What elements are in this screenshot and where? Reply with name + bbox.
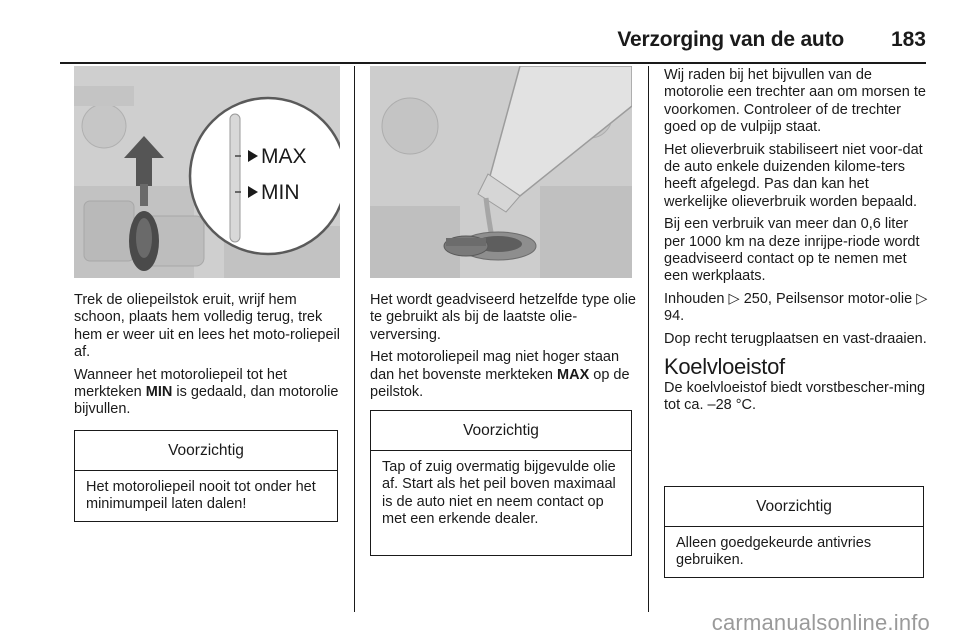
caution-box	[664, 486, 924, 578]
caution-text: Tap of zuig overmatig bijgevulde olie af. Start als het peil boven maximaal is de auto niet en neem contact op met een erkende dealer.	[382, 459, 616, 528]
min-marker-label: MIN	[261, 181, 300, 204]
text-run: op de peilstok.	[370, 366, 630, 401]
paragraph: Trek de oliepeilstok eruit, wrijf hem schoon, plaats hem volledig terug, trek hem er weer uit en lees het moto‐roliepeil af.	[74, 292, 340, 361]
caution-box	[74, 430, 338, 522]
caution-box	[370, 410, 632, 556]
max-mark-term: MAX	[557, 366, 590, 383]
paragraph	[370, 349, 636, 401]
header-title: Verzorging van de auto	[617, 28, 844, 51]
text-run: , Peilsensor motor‐olie	[767, 290, 917, 307]
caution-title: Voorzichtig	[75, 431, 337, 471]
oil-filling-illustration	[370, 66, 632, 278]
page-header	[60, 22, 926, 62]
caution-title: Voorzichtig	[665, 487, 923, 527]
watermark: carmanualsonline.info	[711, 610, 930, 635]
column-divider-2	[648, 66, 649, 612]
header-rule	[60, 62, 926, 64]
paragraph	[74, 367, 344, 419]
text-run: Inhouden	[664, 290, 729, 307]
caution-text: Het motoroliepeil nooit tot onder het minimumpeil laten dalen!	[86, 479, 316, 513]
column-2-text	[370, 292, 636, 406]
column-1-text	[74, 292, 344, 424]
dipstick-illustration	[74, 66, 340, 278]
min-mark-term: MIN	[145, 384, 173, 401]
max-marker-label: MAX	[261, 145, 307, 168]
paragraph: Wij raden bij het bijvullen van de motorolie een trechter aan om morsen te voorkomen. Controleer of de trechter goed op de vulpijp staat.	[664, 67, 926, 136]
paragraph: Dop recht terugplaatsen en vast‐draaien.	[664, 330, 927, 347]
page-ref-arrow-icon: ▷	[916, 290, 928, 307]
page-ref-arrow-icon: ▷	[728, 290, 740, 307]
paragraph: De koelvloeistof biedt vorstbescher‐ming tot ca. –28 °C.	[664, 379, 926, 413]
page-ref-link[interactable]: 250	[743, 290, 768, 307]
text-run: Wanneer het motoroliepeil tot het merkteken	[74, 366, 288, 401]
text-run: is gedaald, dan motorolie bijvullen.	[74, 384, 339, 418]
paragraph	[664, 291, 928, 326]
paragraph: Het wordt geadviseerd hetzelfde type olie te gebruikt als bij de laatste olie‐verversing.	[370, 292, 636, 343]
caution-text: Alleen goedgekeurde antivries gebruiken.	[676, 535, 872, 569]
text-run: .	[680, 308, 685, 325]
page-number: 183	[890, 28, 926, 51]
column-3-text	[664, 67, 928, 419]
paragraph: Het olieverbruik stabiliseert niet voor‐dat de auto enkele duizenden kilome‐ters heeft afgelegd. Pas dan kan het werkelijke olieverbruik worden bepaald.	[664, 141, 923, 210]
text-run: Het motoroliepeil mag niet hoger staan dan het bovenste merkteken	[370, 349, 620, 383]
paragraph: Bij een verbruik van meer dan 0,6 liter per 1000 km na deze inrijpe‐riode wordt geadviseerd contact op te nemen met een werkplaats.	[664, 216, 920, 285]
section-heading: Koelvloeistof	[664, 354, 785, 380]
caution-title: Voorzichtig	[371, 411, 631, 451]
column-divider-1	[354, 66, 355, 612]
page-ref-link[interactable]: 94	[664, 308, 681, 325]
